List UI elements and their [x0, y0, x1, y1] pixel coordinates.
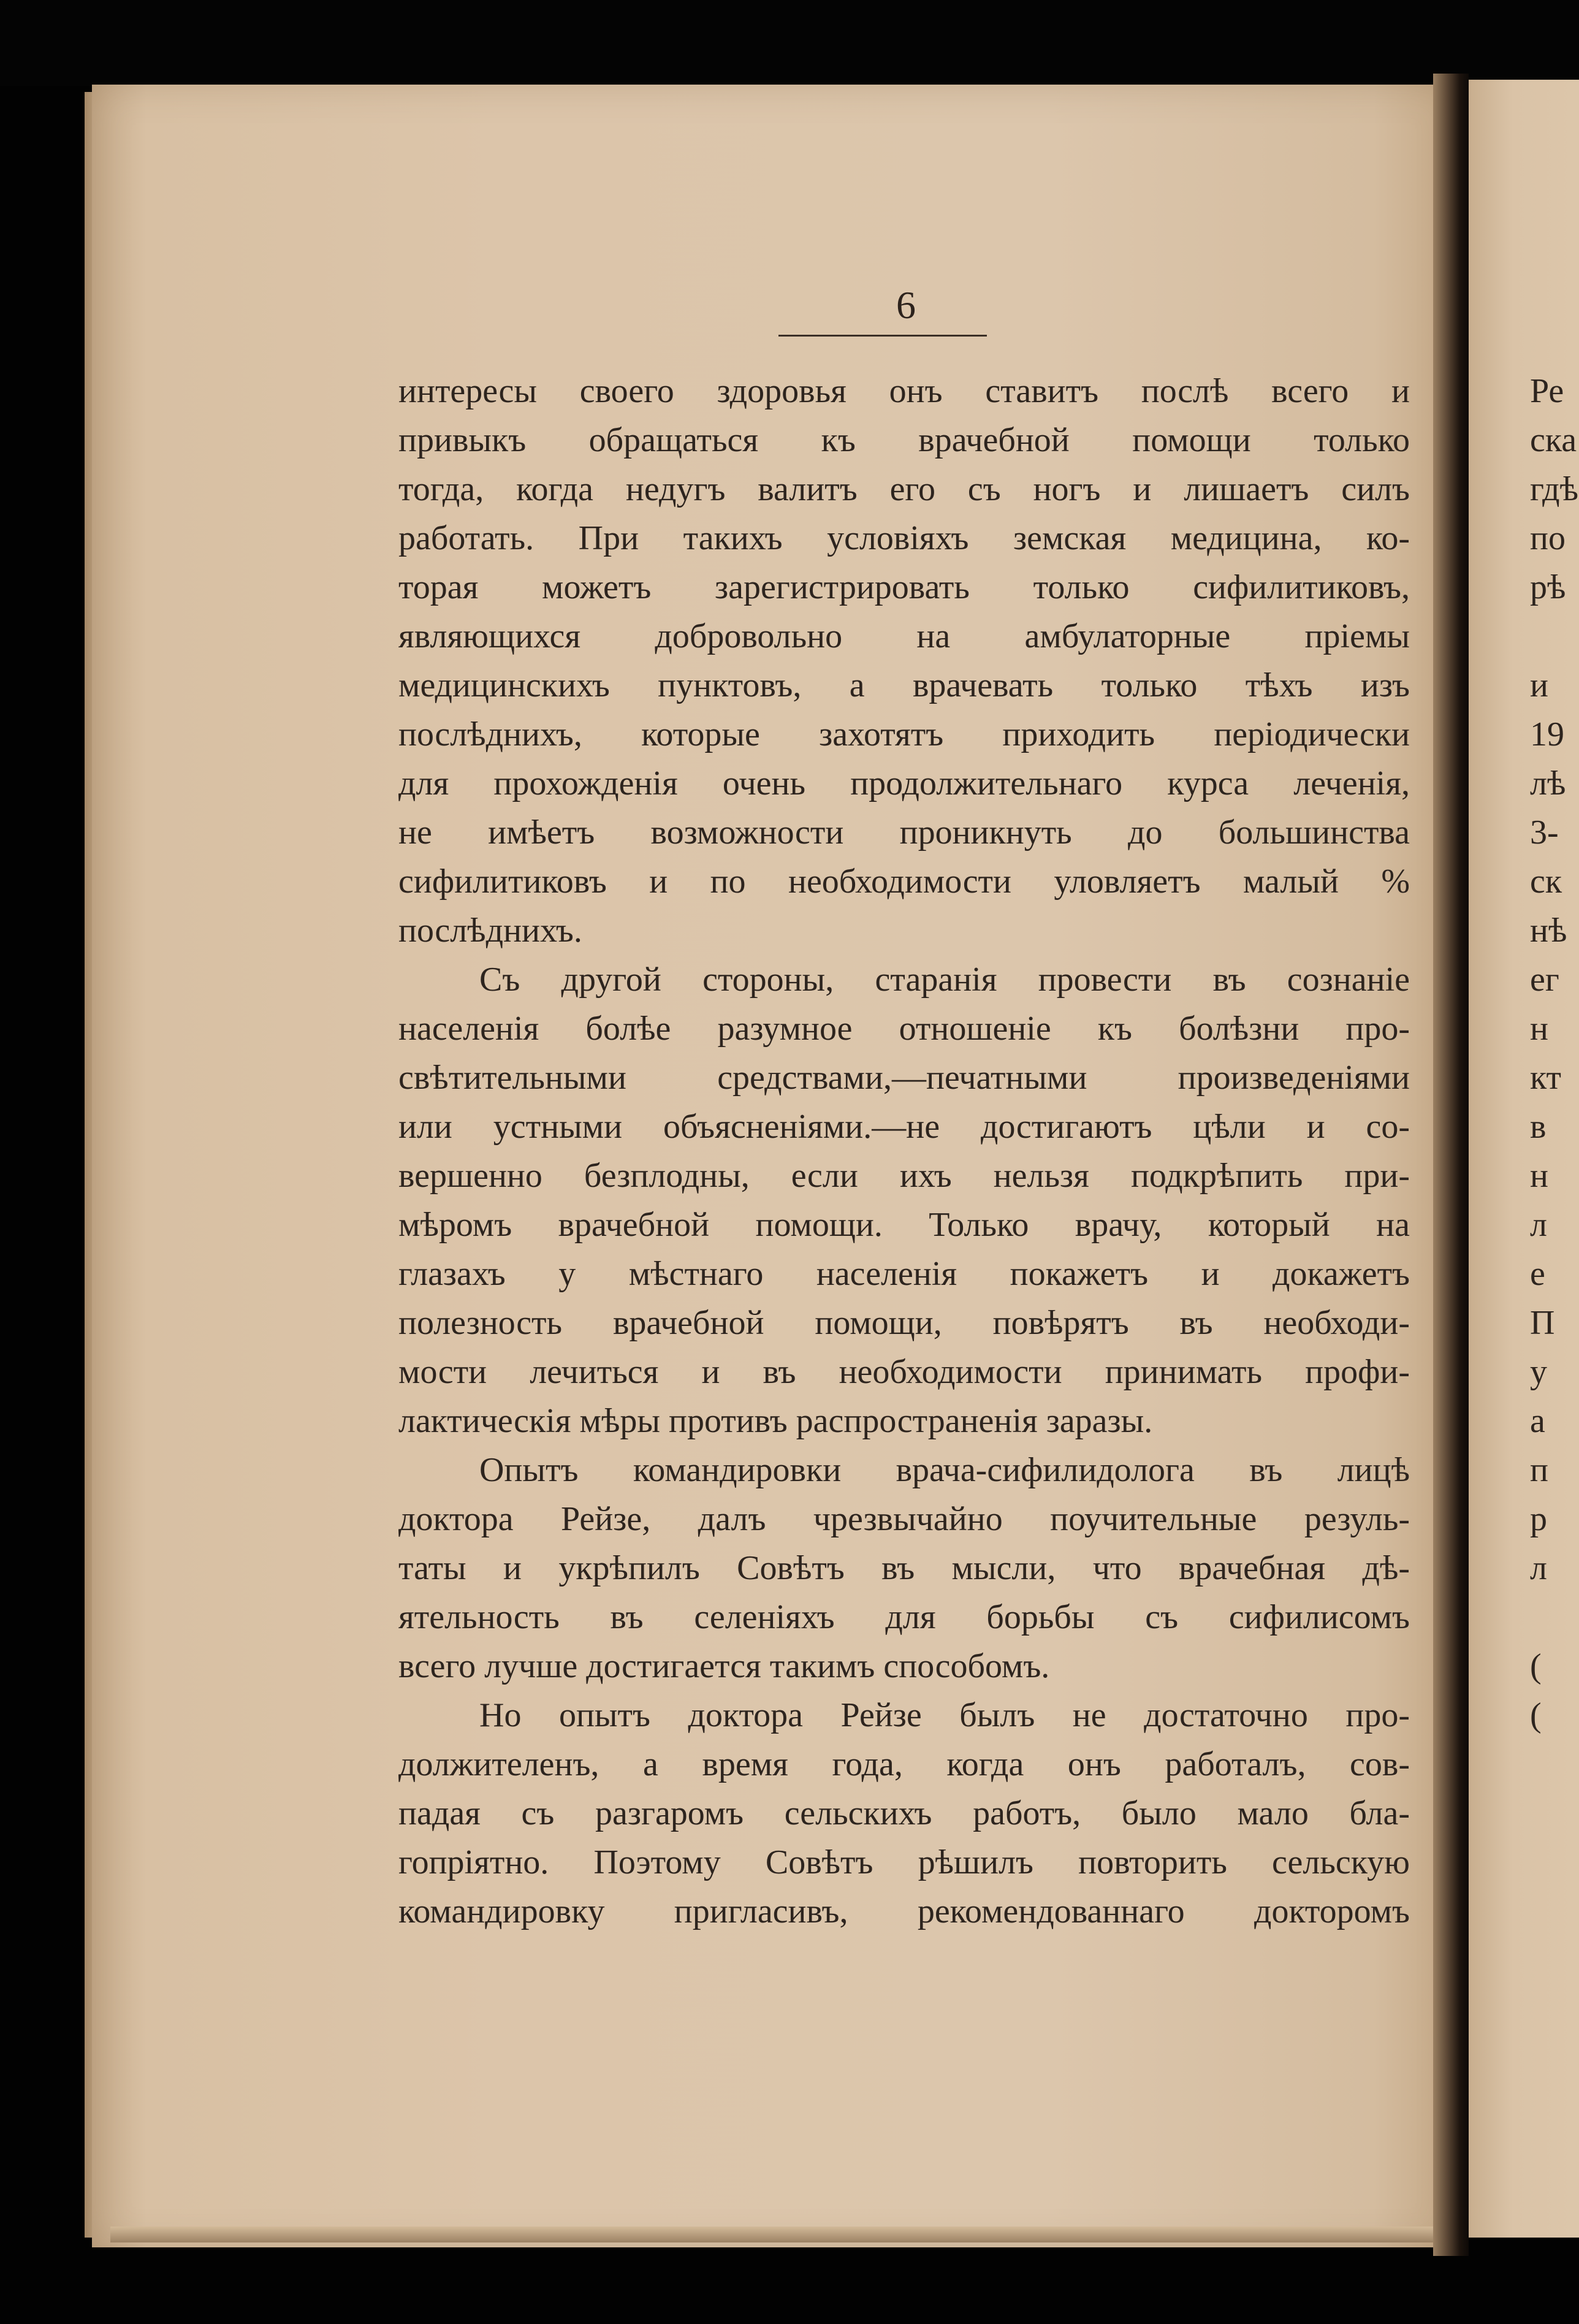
facing-page-fragment: нѣ — [1530, 912, 1567, 950]
facing-page-fragment: гдѣ — [1530, 470, 1579, 508]
facing-page-fragment: л — [1530, 1206, 1547, 1244]
facing-page-fragment: Ре — [1530, 372, 1564, 410]
text-line: послѣднихъ, которые захотятъ приходить періодически — [398, 715, 1410, 753]
text-line: интересы своего здоровья онъ ставитъ послѣ всего и — [398, 372, 1410, 410]
facing-page-fragment: а — [1530, 1402, 1545, 1440]
text-line: населенія болѣе разумное отношеніе къ болѣзни про- — [398, 1010, 1410, 1048]
paragraph — [398, 1691, 1410, 1936]
text-line: послѣднихъ. — [398, 912, 582, 950]
text-line: ятельность въ селеніяхъ для борьбы съ сифилисомъ — [398, 1598, 1410, 1636]
facing-page-text-fragments — [1530, 367, 1579, 1887]
text-line: свѣтительными средствами,—печатными произведеніями — [398, 1059, 1410, 1097]
page-number-underline — [778, 335, 987, 337]
text-line: тогда, когда недугъ валитъ его съ ногъ и лишаетъ силъ — [398, 470, 1410, 508]
text-line: являющихся добровольно на амбулаторные пріемы — [398, 617, 1410, 655]
facing-page-fragment: н — [1530, 1157, 1548, 1195]
facing-page-fragment: 19 — [1530, 715, 1564, 753]
text-line: привыкъ обращаться къ врачебной помощи только — [398, 421, 1410, 459]
facing-page-fragment — [1530, 1838, 1579, 1887]
text-line: гопріятно. Поэтому Совѣтъ рѣшилъ повторить сельскую — [398, 1843, 1410, 1881]
facing-page-fragment: п — [1530, 1451, 1548, 1489]
facing-page-fragment: е — [1530, 1255, 1545, 1293]
facing-page-fragment: ск — [1530, 863, 1562, 901]
facing-page-fragment — [1530, 1740, 1579, 1789]
facing-page-fragment: ( — [1530, 1696, 1542, 1734]
facing-page-fragment: и — [1530, 666, 1548, 704]
text-line: полезность врачебной помощи, повѣрятъ въ необходи- — [398, 1304, 1410, 1342]
facing-page-fragment: л — [1530, 1549, 1547, 1587]
facing-page-fragment: ег — [1530, 961, 1559, 999]
text-line: всего лучше достигается такимъ способомъ. — [398, 1647, 1050, 1685]
facing-page-fragment: н — [1530, 1010, 1548, 1048]
scan-background — [0, 0, 1579, 86]
text-line: мѣромъ врачебной помощи. Только врачу, который на — [398, 1206, 1410, 1244]
text-line: работать. При такихъ условіяхъ земская медицина, ко- — [398, 519, 1410, 557]
text-line: не имѣетъ возможности проникнуть до большинства — [398, 813, 1410, 851]
text-line: для прохожденія очень продолжительнаго курса леченія, — [398, 764, 1410, 802]
facing-page-fragment: 3- — [1530, 813, 1559, 851]
text-line: мости лечиться и въ необходимости принимать профи- — [398, 1353, 1410, 1391]
facing-page-fragment: ( — [1530, 1647, 1542, 1685]
book-gutter — [1433, 74, 1469, 2256]
facing-page-fragment: р — [1530, 1500, 1547, 1538]
facing-page-fragment — [1530, 1789, 1579, 1838]
page-number: 6 — [896, 283, 916, 327]
facing-page-fragment: у — [1530, 1353, 1547, 1391]
text-line: Опытъ командировки врача-сифилидолога въ лицѣ — [479, 1451, 1410, 1489]
facing-page-fragment: в — [1530, 1108, 1547, 1146]
facing-page-fragment: П — [1530, 1304, 1555, 1342]
text-line: медицинскихъ пунктовъ, а врачевать только тѣхъ изъ — [398, 666, 1410, 704]
facing-page-fragment: лѣ — [1530, 764, 1566, 802]
text-line: должителенъ, а время года, когда онъ работалъ, сов- — [398, 1745, 1410, 1783]
text-line: торая можетъ зарегистрировать только сифилитиковъ, — [398, 568, 1410, 606]
text-line: вершенно безплодны, если ихъ нельзя подкрѣпить при- — [398, 1157, 1410, 1195]
text-line: таты и укрѣпилъ Совѣтъ въ мысли, что врачебная дѣ- — [398, 1549, 1410, 1587]
facing-page-fragment — [1530, 612, 1579, 661]
text-line: лактическія мѣры противъ распространенія заразы. — [398, 1402, 1153, 1440]
text-line: командировку пригласивъ, рекомендованнаго докторомъ — [398, 1892, 1410, 1930]
text-line: сифилитиковъ и по необходимости уловляетъ малый % — [398, 863, 1410, 901]
facing-page-fragment: ска — [1530, 421, 1577, 459]
text-line: падая съ разгаромъ сельскихъ работъ, было мало бла- — [398, 1794, 1410, 1832]
text-line: глазахъ у мѣстнаго населенія покажетъ и докажетъ — [398, 1255, 1410, 1293]
facing-page-fragment: кт — [1530, 1059, 1561, 1097]
facing-page-fragment — [1530, 1593, 1579, 1642]
text-line: Съ другой стороны, старанія провести въ сознаніе — [479, 961, 1410, 999]
facing-page-fragment: рѣ — [1530, 568, 1566, 606]
paragraph — [398, 1446, 1410, 1691]
paragraph — [398, 955, 1410, 1446]
facing-page-fragment: по — [1530, 519, 1566, 557]
text-line: доктора Рейзе, далъ чрезвычайно поучительные резуль- — [398, 1500, 1410, 1538]
text-line: или устными объясненіями.—не достигаютъ цѣли и со- — [398, 1108, 1410, 1146]
page-bottom-edge — [110, 2227, 1447, 2242]
paragraph — [398, 367, 1410, 955]
page-body-text — [398, 367, 1410, 1936]
text-line: Но опытъ доктора Рейзе былъ не достаточно про- — [479, 1696, 1410, 1734]
